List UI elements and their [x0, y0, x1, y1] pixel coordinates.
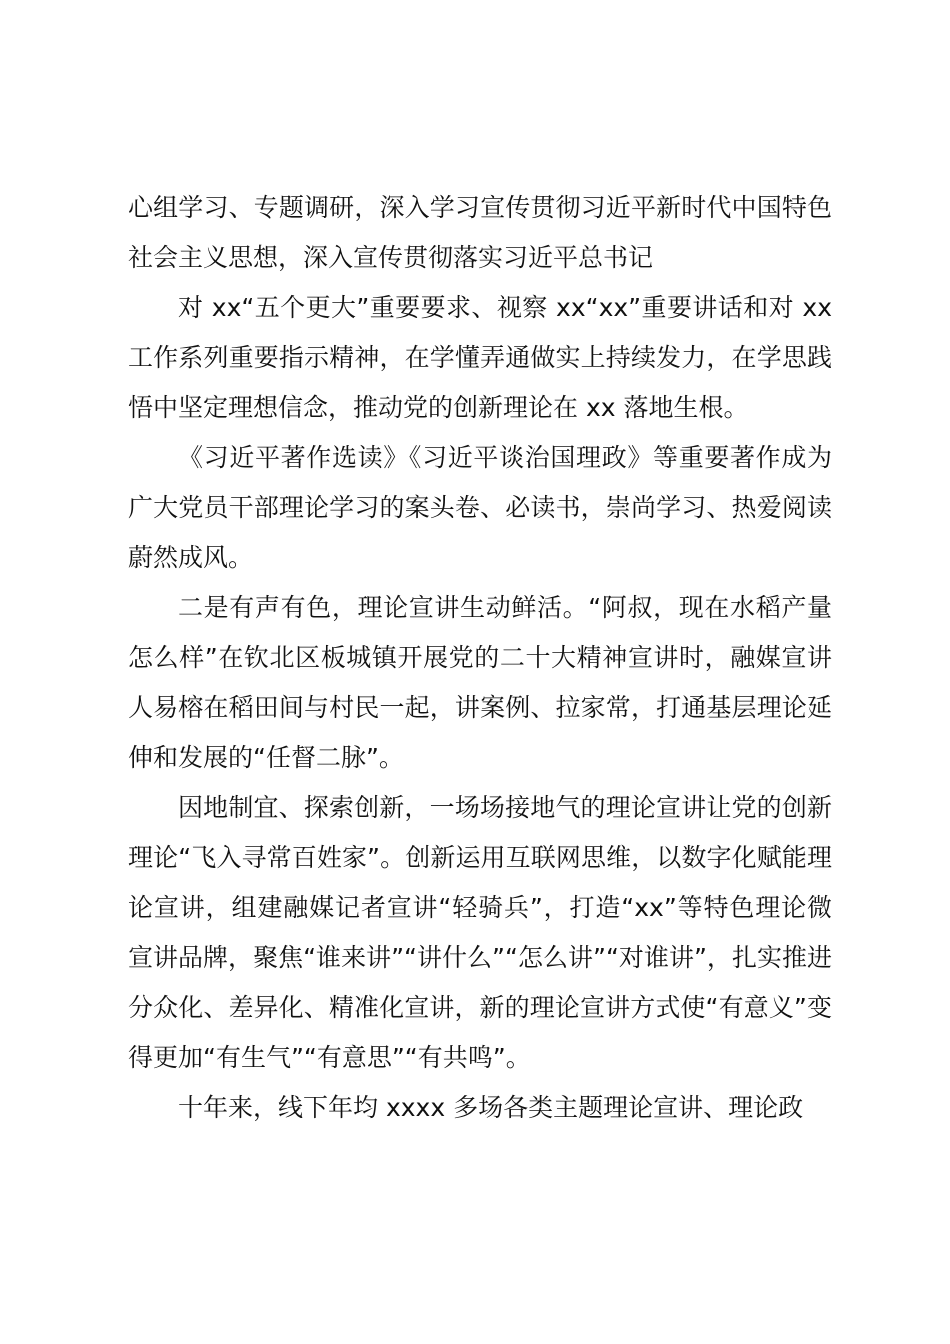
paragraph: 因地制宜、探索创新，一场场接地气的理论宣讲让党的创新理论“飞入寻常百姓家”。创新运用互联网思维，以数字化赋能理论宣讲，组建融媒记者宣讲“轻骑兵”，打造“xx”等特色理论微宣讲品牌，聚焦“谁来讲”“讲什么”“怎么讲”“对谁讲”，扎实推进分众化、差异化、精准化宣讲，新的理论宣讲方式使“有意义”变得更加“有生气”“有意思”“有共鸣”。: [128, 793, 832, 1072]
document-body: [128, 183, 832, 1133]
paragraph-continued: 心组学习、专题调研，深入学习宣传贯彻习近平新时代中国特色社会主义思想，深入宣传贯彻落实习近平总书记: [128, 193, 832, 272]
paragraph: 对 xx“五个更大”重要要求、视察 xx“xx”重要讲话和对 xx 工作系列重要指示精神，在学懂弄通做实上持续发力，在学思践悟中坚定理想信念，推动党的创新理论在 xx 落地生根。: [128, 293, 832, 422]
paragraph: 《习近平著作选读》《习近平谈治国理政》等重要著作成为广大党员干部理论学习的案头卷、必读书，崇尚学习、热爱阅读蔚然成风。: [128, 443, 832, 572]
paragraph: 十年来，线下年均 xxxx 多场各类主题理论宣讲、理论政: [178, 1093, 804, 1122]
paragraph: 二是有声有色，理论宣讲生动鲜活。“阿叔，现在水稻产量怎么样”在钦北区板城镇开展党的二十大精神宣讲时，融媒宣讲人易榕在稻田间与村民一起，讲案例、拉家常，打通基层理论延伸和发展的“任督二脉”。: [128, 593, 832, 772]
